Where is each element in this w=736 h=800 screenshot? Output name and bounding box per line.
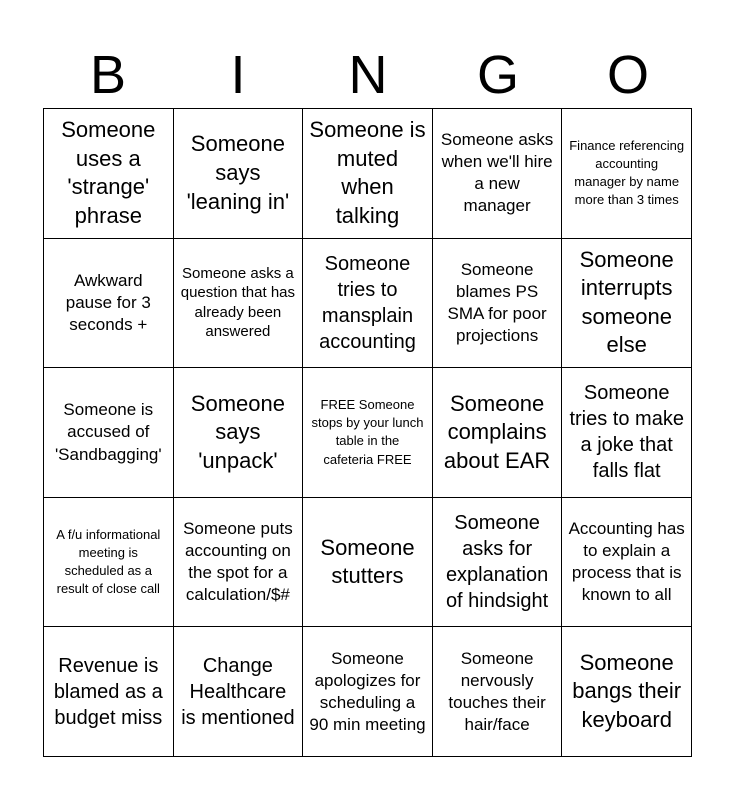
cell-text: Someone asks a question that has already been answered [180, 264, 296, 341]
header-letter-n: N [348, 45, 388, 105]
cell-text: Revenue is blamed as a budget miss [53, 654, 163, 729]
header-letter-o: O [606, 45, 649, 105]
bingo-cell[interactable] [174, 109, 304, 239]
bingo-cell[interactable] [303, 627, 433, 757]
bingo-cell[interactable] [174, 239, 304, 369]
bingo-card [43, 108, 692, 757]
bingo-cell[interactable] [174, 498, 304, 628]
cell-text: Someone is accused of 'Sandbagging' [54, 400, 162, 464]
cell-text: Someone puts accounting on the spot for a calculation/$# [183, 518, 293, 605]
cell-text: Someone says 'leaning in' [186, 131, 290, 214]
cell-text: Accounting has to explain a process that is known to all [568, 518, 685, 605]
cell-text: Change Healthcare is mentioned [181, 654, 295, 729]
bingo-cell[interactable] [562, 239, 692, 369]
bingo-cell[interactable] [303, 239, 433, 369]
cell-text: Someone interrupts someone else [579, 246, 674, 358]
bingo-cell[interactable] [303, 109, 433, 239]
cell-text: Awkward pause for 3 seconds + [65, 270, 151, 334]
bingo-cell[interactable] [44, 109, 174, 239]
bingo-cell[interactable] [303, 498, 433, 628]
cell-text: Someone asks when we'll hire a new manager [440, 130, 554, 216]
bingo-cell[interactable] [433, 239, 563, 369]
cell-text: Someone bangs their keyboard [572, 649, 682, 732]
header-letter-b: B [89, 45, 127, 105]
bingo-cell[interactable] [562, 627, 692, 757]
cell-text: Someone blames PS SMA for poor projections [447, 259, 547, 345]
cell-text: A f/u informational meeting is scheduled as a result of close call [56, 526, 161, 597]
bingo-cell[interactable] [433, 627, 563, 757]
cell-text: Finance referencing accounting manager by name more than 3 times [569, 137, 685, 208]
cell-text: Someone says 'unpack' [190, 390, 285, 473]
free-space-cell[interactable] [303, 368, 433, 498]
bingo-header [43, 40, 693, 110]
bingo-cell[interactable] [44, 368, 174, 498]
cell-text: Someone apologizes for scheduling a 90 min meeting [309, 648, 426, 734]
bingo-cell[interactable] [44, 498, 174, 628]
bingo-cell[interactable] [562, 368, 692, 498]
header-letter-g: G [476, 45, 519, 105]
cell-text: Someone nervously touches their hair/face [448, 648, 546, 734]
bingo-cell[interactable] [433, 109, 563, 239]
cell-text: Someone complains about EAR [443, 390, 551, 473]
bingo-cell[interactable] [44, 239, 174, 369]
cell-text: Someone stutters [320, 534, 415, 589]
cell-text: Someone uses a 'strange' phrase [61, 117, 156, 228]
bingo-cell[interactable] [174, 368, 304, 498]
bingo-cell[interactable] [562, 498, 692, 628]
cell-text: FREE Someone stops by your lunch table in the cafeteria FREE [311, 397, 424, 467]
bingo-cell[interactable] [44, 627, 174, 757]
header-letter-i: I [230, 45, 246, 105]
bingo-cell[interactable] [562, 109, 692, 239]
bingo-cell[interactable] [174, 627, 304, 757]
cell-text: Someone tries to mansplain accounting [319, 252, 416, 353]
cell-text: Someone tries to make a joke that falls flat [569, 382, 684, 483]
cell-text: Someone asks for explanation of hindsight [445, 512, 549, 613]
bingo-cell[interactable] [433, 498, 563, 628]
bingo-cell[interactable] [433, 368, 563, 498]
cell-text: Someone is muted when talking [309, 117, 426, 228]
